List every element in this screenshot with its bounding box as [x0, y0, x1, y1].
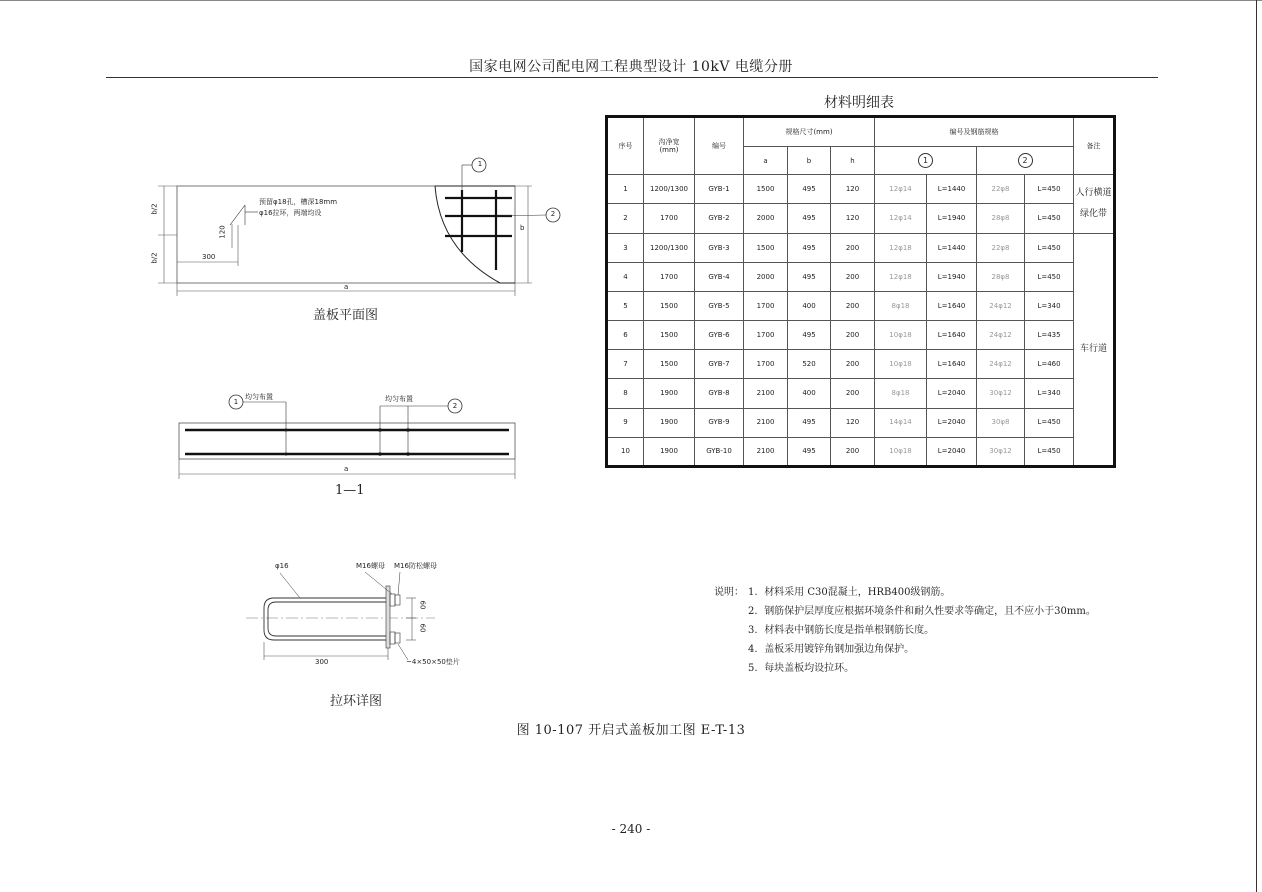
cell-width: 1200/1300: [644, 233, 695, 262]
cell-rebar2-spec: 24φ12: [977, 321, 1025, 350]
cell-rebar2-length: L=450: [1025, 437, 1074, 466]
cell-rebar2-spec: 28φ8: [977, 204, 1025, 233]
header-a: a: [744, 147, 788, 175]
plan-dim-b2-top: b/2: [150, 203, 159, 215]
cell-b: 495: [788, 233, 831, 262]
cell-rebar2-length: L=460: [1025, 350, 1074, 379]
cell-seq: 2: [607, 204, 644, 233]
cell-seq: 3: [607, 233, 644, 262]
cell-rebar1-length: L=1440: [927, 175, 977, 204]
cell-rebar1-length: L=2040: [927, 437, 977, 466]
note-text: 材料采用 C30混凝土，HRB400级钢筋。: [764, 587, 951, 598]
ring-outer: [264, 598, 388, 640]
figure-caption: 图 10-107 开启式盖板加工图 E-T-13: [516, 723, 746, 738]
cell-b: 495: [788, 437, 831, 466]
section-marker-2-label: 2: [452, 402, 458, 410]
cell-a: 1500: [744, 233, 788, 262]
cell-width: 1500: [644, 321, 695, 350]
cell-rebar2-spec: 24φ12: [977, 291, 1025, 320]
header-h: h: [831, 147, 875, 175]
note-row-2: [714, 602, 1096, 621]
note-text: 材料表中钢筋长度是指单根钢筋长度。: [764, 625, 935, 636]
cell-rebar1-spec: 12φ14: [875, 175, 927, 204]
table-title: 材料明细表: [824, 95, 894, 111]
cell-rebar1-spec: 8φ18: [875, 291, 927, 320]
plan-note-hole: 预留φ18孔，槽深18mm: [259, 198, 338, 206]
remark-pedestrian-line1: 人行横道: [1075, 187, 1112, 198]
cell-rebar1-spec: 8φ18: [875, 379, 927, 408]
cell-rebar2-spec: 30φ12: [977, 437, 1025, 466]
cell-seq: 8: [607, 379, 644, 408]
cell-code: GYB-9: [695, 408, 744, 437]
cell-rebar2-length: L=450: [1025, 204, 1074, 233]
cell-code: GYB-1: [695, 175, 744, 204]
cell-b: 495: [788, 175, 831, 204]
plan-marker-1-label: 1: [477, 160, 483, 168]
cell-rebar1-spec: 10φ18: [875, 321, 927, 350]
cell-a: 2100: [744, 437, 788, 466]
cell-rebar2-length: L=340: [1025, 291, 1074, 320]
table-row: [607, 437, 1115, 466]
cell-seq: 10: [607, 437, 644, 466]
cell-h: 200: [831, 379, 875, 408]
note-text: 盖板采用镀锌角钢加强边角保护。: [764, 644, 915, 655]
cell-rebar2-length: L=450: [1025, 408, 1074, 437]
cell-a: 1700: [744, 291, 788, 320]
section-marker-1-label: 1: [233, 398, 239, 406]
page-border-right: [1256, 0, 1257, 892]
cell-remark-roadway: 车行道: [1074, 233, 1115, 466]
ring-inner: [268, 602, 388, 636]
cell-rebar1-length: L=1440: [927, 233, 977, 262]
cell-seq: 1: [607, 175, 644, 204]
page-border-top: [0, 0, 1262, 1]
cell-seq: 7: [607, 350, 644, 379]
cell-rebar2-spec: 24φ12: [977, 350, 1025, 379]
cell-width: 1200/1300: [644, 175, 695, 204]
note-num: 5.: [748, 663, 758, 674]
cell-a: 1500: [744, 175, 788, 204]
cell-a: 2000: [744, 204, 788, 233]
cell-b: 400: [788, 291, 831, 320]
header-code: 编号: [695, 117, 744, 175]
material-table: [605, 115, 1116, 468]
cell-rebar2-spec: 28φ8: [977, 262, 1025, 291]
cell-code: GYB-4: [695, 262, 744, 291]
cell-h: 120: [831, 204, 875, 233]
cell-code: GYB-10: [695, 437, 744, 466]
cell-h: 200: [831, 233, 875, 262]
header-trench-width-line1: 沟净宽: [658, 137, 680, 146]
cell-code: GYB-6: [695, 321, 744, 350]
header-rebar-1: [875, 147, 977, 175]
remark-pedestrian-line2: 绿化带: [1080, 209, 1108, 220]
cell-rebar1-length: L=2040: [927, 379, 977, 408]
cell-code: GYB-8: [695, 379, 744, 408]
section-view-caption: 1—1: [335, 483, 365, 498]
cell-b: 495: [788, 408, 831, 437]
header-rebar-2-marker: 2: [1018, 153, 1033, 168]
cell-rebar1-spec: 10φ18: [875, 350, 927, 379]
cell-rebar2-length: L=435: [1025, 321, 1074, 350]
table-row: [607, 291, 1115, 320]
cell-rebar1-spec: 14φ14: [875, 408, 927, 437]
note-row-4: [714, 640, 1096, 659]
note-num: 2.: [748, 606, 758, 617]
table-row: [607, 321, 1115, 350]
ring-label-plate: ~4×50×50垫片: [406, 658, 460, 666]
cell-a: 1700: [744, 350, 788, 379]
cell-width: 1900: [644, 379, 695, 408]
cell-rebar1-length: L=1640: [927, 291, 977, 320]
cell-rebar1-length: L=2040: [927, 408, 977, 437]
cell-remark-pedestrian: [1074, 175, 1115, 233]
note-num: 3.: [748, 625, 758, 636]
plan-dim-b: b: [520, 224, 525, 232]
cell-rebar1-length: L=1640: [927, 321, 977, 350]
cell-rebar2-spec: 30φ8: [977, 408, 1025, 437]
plan-marker-2-label: 2: [550, 210, 556, 218]
cell-rebar2-spec: 22φ8: [977, 233, 1025, 262]
ring-plate: [386, 586, 390, 648]
cell-seq: 4: [607, 262, 644, 291]
note-num: 1.: [748, 587, 758, 598]
header-trench-width-line2: (mm): [659, 146, 679, 155]
table-row: [607, 408, 1115, 437]
cell-code: GYB-3: [695, 233, 744, 262]
plan-view-caption: 盖板平面图: [313, 308, 379, 323]
note-row-1: [714, 583, 1096, 602]
cell-a: 2000: [744, 262, 788, 291]
section-dim-a: a: [344, 465, 349, 473]
cell-h: 200: [831, 321, 875, 350]
cell-b: 495: [788, 204, 831, 233]
ring-label-lock-nut: M16防松螺母: [394, 562, 437, 570]
plan-note-ring: φ16拉环，两端均设: [259, 209, 322, 217]
cell-width: 1700: [644, 262, 695, 291]
page-number: - 240 -: [611, 822, 651, 836]
notes-prefix: 说明：: [714, 587, 744, 598]
note-num: 4.: [748, 644, 758, 655]
cell-rebar2-length: L=340: [1025, 379, 1074, 408]
section-label-left: 均匀布置: [245, 393, 273, 401]
cell-rebar1-length: L=1940: [927, 262, 977, 291]
header-rule: [106, 77, 1158, 78]
cell-rebar2-spec: 22φ8: [977, 175, 1025, 204]
header-title: 国家电网公司配电网工程典型设计 10kV 电缆分册: [469, 59, 793, 75]
cell-rebar2-length: L=450: [1025, 233, 1074, 262]
note-text: 钢筋保护层厚度应根据环境条件和耐久性要求等确定，且不应小于30mm。: [764, 606, 1096, 617]
ring-detail-caption: 拉环详图: [330, 694, 383, 709]
section-label-right: 均匀布置: [385, 395, 413, 403]
cell-rebar1-length: L=1940: [927, 204, 977, 233]
notes-block: [714, 583, 1096, 678]
header-seq: 序号: [607, 117, 644, 175]
header-rebar-spec: 编号及钢筋规格: [875, 117, 1074, 147]
table-row: [607, 350, 1115, 379]
note-row-5: [714, 659, 1096, 678]
cell-rebar1-spec: 12φ14: [875, 204, 927, 233]
cell-width: 1900: [644, 437, 695, 466]
plan-dim-300: 300: [202, 253, 216, 261]
cell-a: 2100: [744, 379, 788, 408]
header-rebar-1-marker: 1: [918, 153, 933, 168]
ring-dim-300: 300: [315, 658, 329, 666]
cell-width: 1900: [644, 408, 695, 437]
header-spec-size: 规格尺寸(mm): [744, 117, 875, 147]
cell-rebar1-length: L=1640: [927, 350, 977, 379]
cell-h: 200: [831, 437, 875, 466]
note-row-3: [714, 621, 1096, 640]
cell-b: 520: [788, 350, 831, 379]
plan-dim-120: 120: [218, 225, 227, 239]
slab-outline: [177, 186, 515, 283]
cell-seq: 6: [607, 321, 644, 350]
cell-h: 200: [831, 350, 875, 379]
plan-view-drawing: [140, 150, 580, 310]
cell-b: 495: [788, 262, 831, 291]
ring-detail-drawing: [240, 560, 480, 672]
ring-dim-60-bottom: 60: [418, 623, 427, 633]
cell-code: GYB-7: [695, 350, 744, 379]
cell-seq: 9: [607, 408, 644, 437]
cell-width: 1500: [644, 291, 695, 320]
header-trench-width: [644, 117, 695, 175]
cell-h: 200: [831, 291, 875, 320]
header-remark: 备注: [1074, 117, 1115, 175]
cell-h: 120: [831, 175, 875, 204]
header-b: b: [788, 147, 831, 175]
cell-rebar1-spec: 10φ18: [875, 437, 927, 466]
cell-a: 1700: [744, 321, 788, 350]
cell-rebar1-spec: 12φ18: [875, 233, 927, 262]
note-text: 每块盖板均设拉环。: [764, 663, 855, 674]
plan-dim-a: a: [344, 283, 349, 291]
table-row: [607, 379, 1115, 408]
cell-a: 2100: [744, 408, 788, 437]
ring-label-nut: M16螺母: [356, 562, 385, 570]
cell-seq: 5: [607, 291, 644, 320]
ring-dim-60-top: 60: [418, 600, 427, 610]
cell-code: GYB-2: [695, 204, 744, 233]
cell-b: 495: [788, 321, 831, 350]
plan-dim-b2-bottom: b/2: [150, 252, 159, 264]
header-rebar-2: [977, 147, 1074, 175]
cell-h: 200: [831, 262, 875, 291]
cell-width: 1700: [644, 204, 695, 233]
table-row: [607, 204, 1115, 233]
cell-rebar2-length: L=450: [1025, 262, 1074, 291]
table-row: [607, 233, 1115, 262]
cell-code: GYB-5: [695, 291, 744, 320]
cell-rebar2-length: L=450: [1025, 175, 1074, 204]
cell-rebar2-spec: 30φ12: [977, 379, 1025, 408]
table-row: [607, 262, 1115, 291]
cell-h: 120: [831, 408, 875, 437]
cell-width: 1500: [644, 350, 695, 379]
cell-rebar1-spec: 12φ18: [875, 262, 927, 291]
table-row: [607, 175, 1115, 204]
ring-label-phi16: φ16: [275, 562, 289, 570]
cutout-curve: [435, 186, 500, 283]
cell-b: 400: [788, 379, 831, 408]
